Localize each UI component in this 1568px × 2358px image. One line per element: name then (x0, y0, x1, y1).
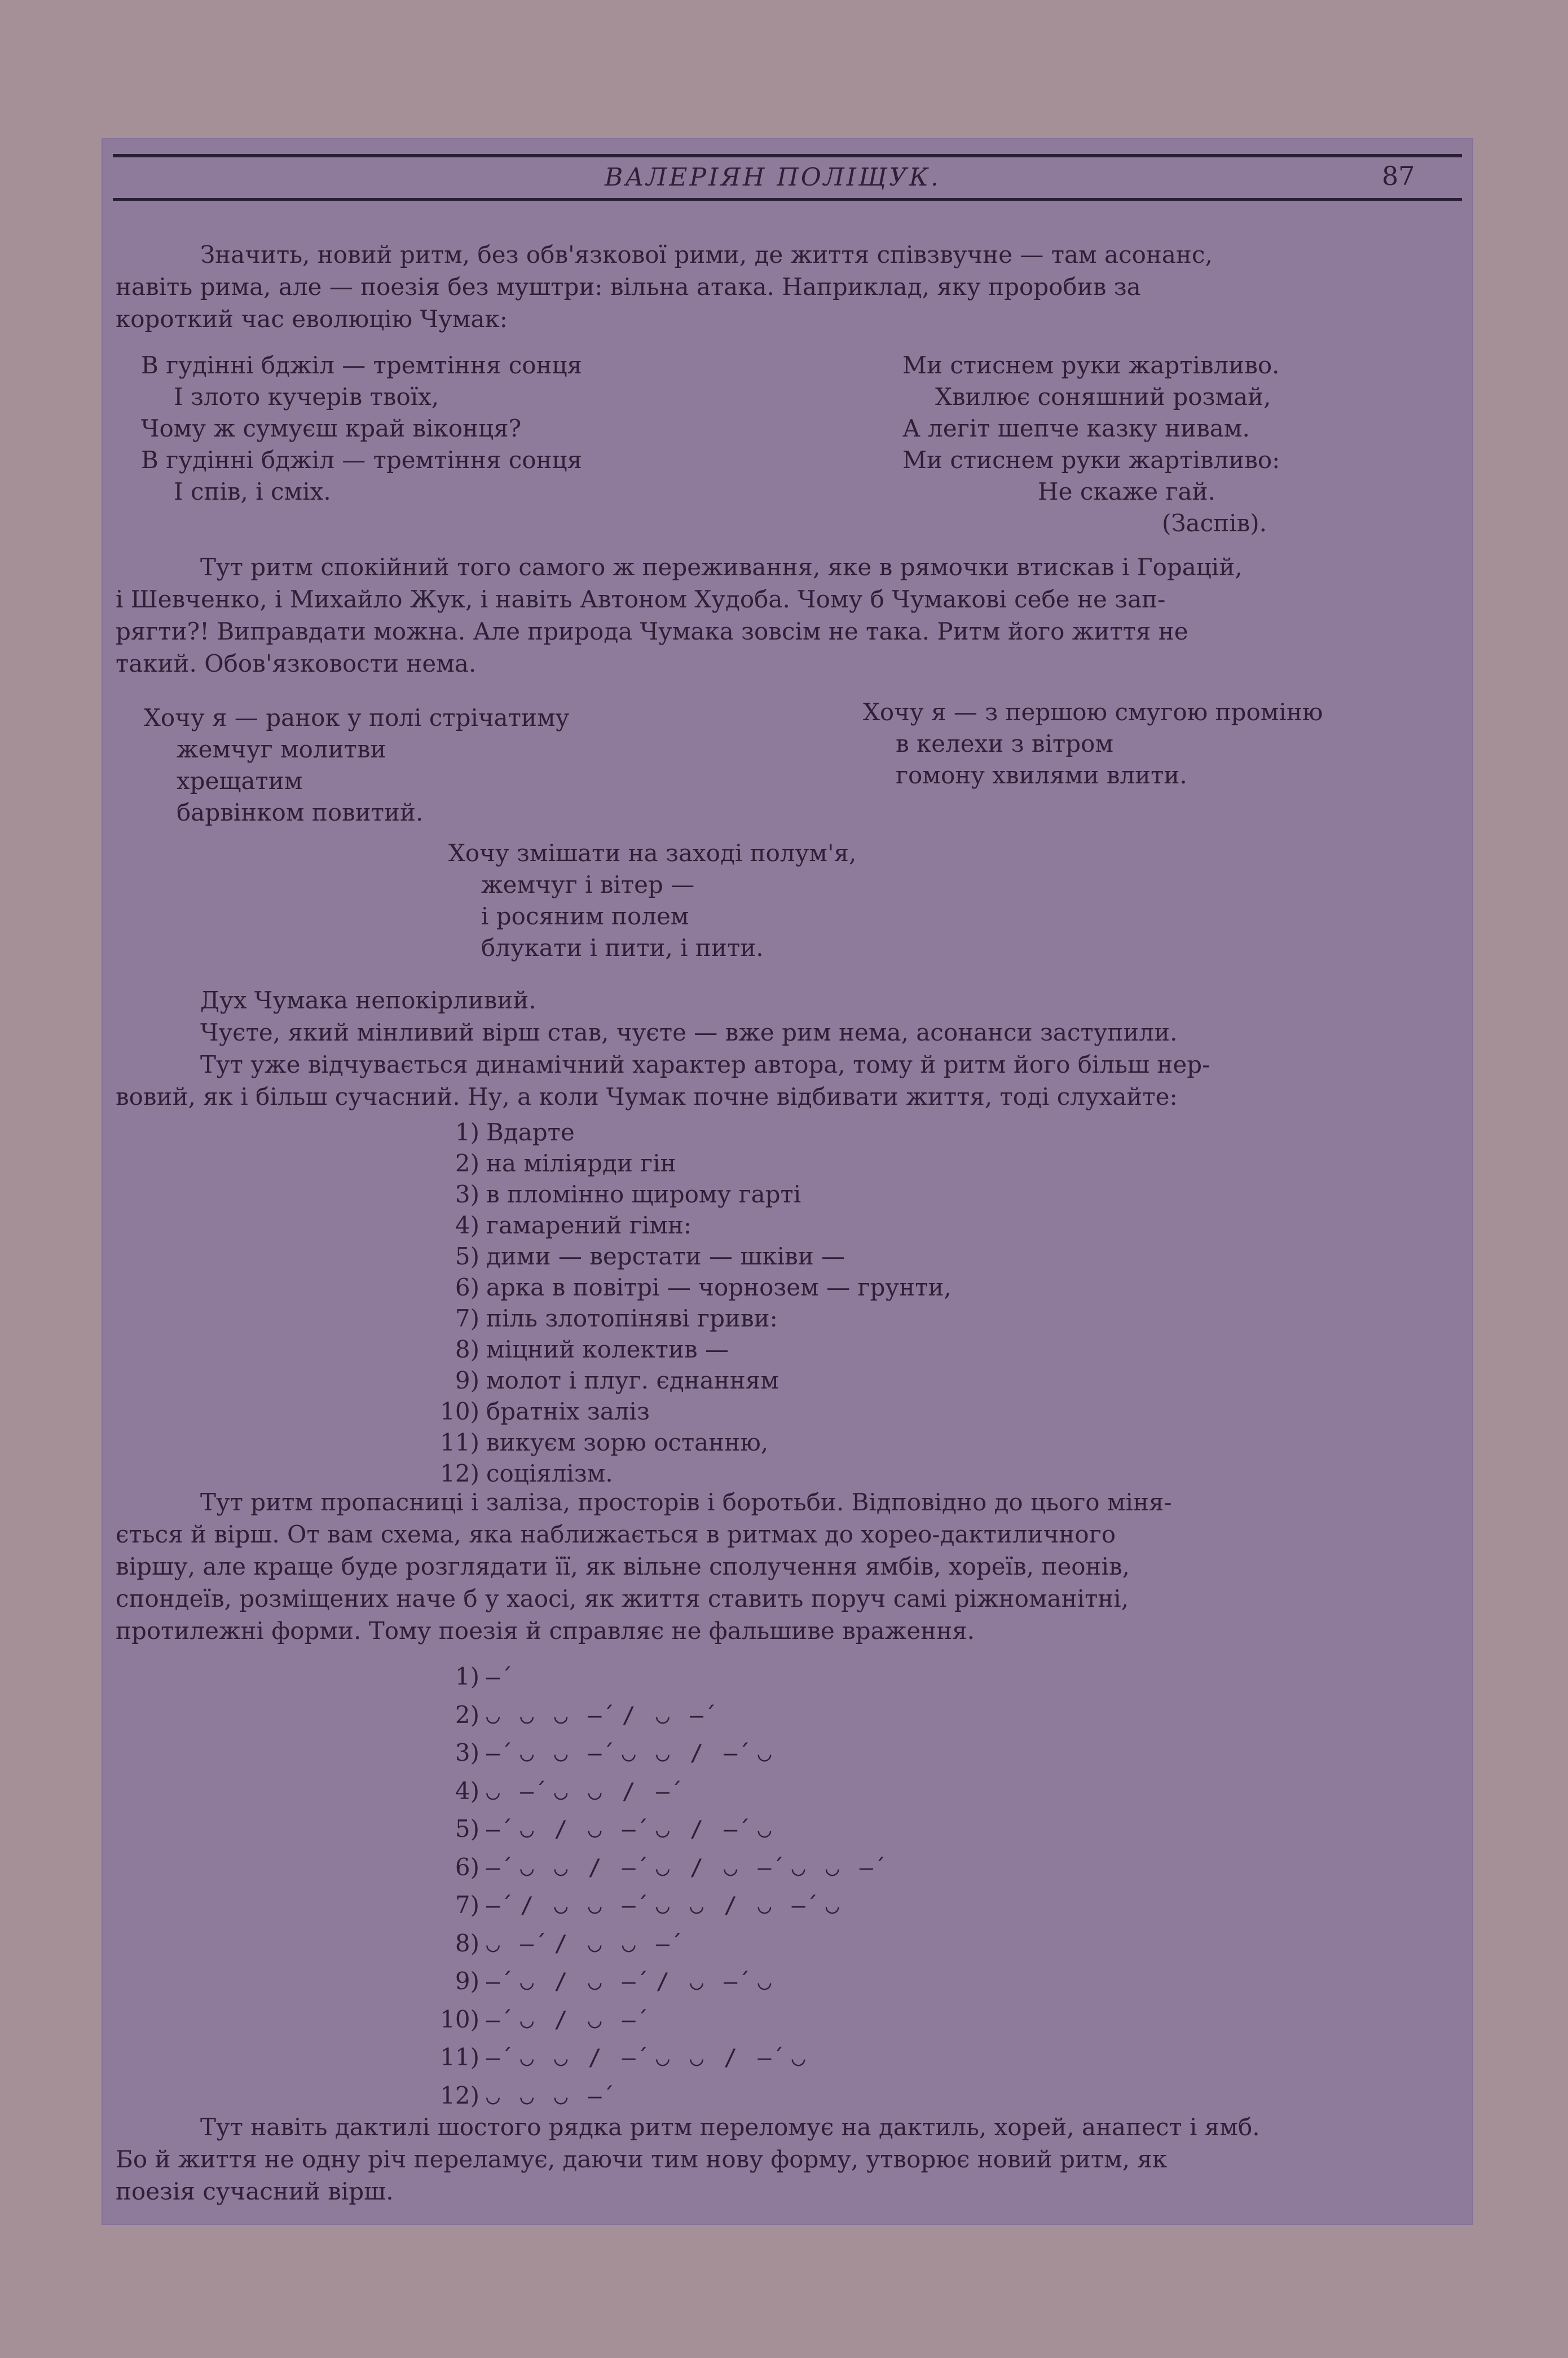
verse-line: В гудінні бджіл — тремтіння сонця (141, 351, 583, 379)
poem-3-numbered (417, 1117, 952, 1489)
meter-line: 10) –́ ◡ / ◡ –́ (440, 2005, 639, 2033)
verse-line: (Заспів). (1162, 509, 1267, 537)
meter-line: 3) –́ ◡ ◡ –́ ◡ ◡ / –́ ◡ (455, 1739, 775, 1766)
book-page (102, 138, 1473, 2225)
text-line: протилежні форми. Тому поезія й справляє не фальшиве враження. (116, 1617, 975, 1645)
poem-1-left (141, 350, 582, 508)
verse-line: жемчуг і вітер — (481, 871, 695, 898)
paragraph-rhythm (116, 551, 1461, 680)
paragraph-scheme (116, 1486, 1461, 1647)
list-item: 6) арка в повітрі — чорнозем — грунти, (455, 1273, 952, 1301)
verse-line: Хочу я — ранок у полі стрічатиму (144, 704, 570, 731)
verse-line: гомону хвилями влити. (896, 761, 1187, 789)
verse-line: Ми стиснем руки жартівливо: (902, 446, 1280, 474)
list-item: 12) соціялізм. (440, 1460, 613, 1487)
paragraph-intro (116, 239, 1461, 335)
text-line: Бо й життя не одну річ переламує, даючи тим нову форму, утворює новий ритм, як (116, 2145, 1168, 2173)
poem-2-center (448, 838, 856, 964)
list-item: 11) викуєм зорю останню, (440, 1429, 769, 1456)
meter-line: 9) –́ ◡ / ◡ –́ / ◡ –́ ◡ (455, 1967, 775, 1995)
header-rule-bottom (113, 198, 1462, 201)
meter-line: 7) –́ / ◡ ◡ –́ ◡ ◡ / ◡ –́ ◡ (455, 1891, 843, 1919)
verse-line: А легіт шепче казку нивам. (902, 415, 1250, 442)
verse-line: Хочу змішати на заході полум'я, (448, 839, 857, 867)
meter-line: 1) –́ (455, 1663, 504, 1690)
paragraph-spirit (116, 984, 1461, 1016)
verse-line: Чому ж сумуєш край віконця? (141, 415, 522, 442)
text-line: Дух Чумака непокірливий. (200, 986, 536, 1014)
list-item: 5) дими — верстати — шківи — (455, 1242, 845, 1270)
text-line: спондеїв, розміщених наче б у хаосі, як життя ставить поруч самі ріжноманітні, (116, 1585, 1129, 1612)
verse-line: І спів, і сміх. (174, 478, 331, 505)
paragraph-conclusion (116, 2111, 1461, 2207)
page-number: 87 (1382, 161, 1415, 191)
verse-line: Хвилює соняшний розмай, (935, 383, 1271, 411)
verse-line: хрещатим (177, 767, 303, 795)
meter-line: 2) ◡ ◡ ◡ –́ / ◡ –́ (455, 1700, 707, 1729)
text-line: і Шевченко, і Михайло Жук, і навіть Автоном Худоба. Чому б Чумакові себе не зап- (116, 585, 1166, 613)
text-line: Чуєте, який мінливий вірш став, чуєте — вже рим нема, асонанси заступили. (200, 1019, 1178, 1046)
text-line: вовий, як і більш сучасний. Ну, а коли Чумак почне відбивати життя, тоді слухайте: (116, 1083, 1178, 1110)
verse-line: Не скаже гай. (1038, 478, 1215, 505)
text-line: Тут ритм пропасниці і заліза, просторів і боротьби. Відповідно до цього міня- (200, 1488, 1172, 1516)
list-item: 3) в пломінно щирому гарті (455, 1180, 801, 1208)
poem-2-left (144, 702, 569, 828)
meter-scheme-list (417, 1658, 877, 2115)
list-item: 1) Вдарте (455, 1118, 575, 1146)
list-item: 2) на міліярди гін (455, 1149, 676, 1177)
text-line: такий. Обов'язковости нема. (116, 650, 477, 677)
text-line: рягти?! Виправдати можна. Але природа Чумака зовсім не така. Ритм його життя не (116, 618, 1188, 645)
header-rule-top (113, 154, 1462, 157)
meter-line: 11) –́ ◡ ◡ / –́ ◡ ◡ / –́ ◡ (440, 2043, 809, 2071)
meter-line: 8) ◡ –́ / ◡ ◡ –́ (455, 1929, 673, 1957)
poem-1-right (902, 350, 1280, 539)
verse-line: жемчуг молитви (177, 735, 386, 763)
poem-2-right (863, 697, 1323, 791)
verse-line: В гудінні бджіл — тремтіння сонця (141, 446, 583, 474)
paragraph-listen (116, 1016, 1461, 1048)
meter-line: 12) ◡ ◡ ◡ –́ (440, 2081, 605, 2109)
verse-line: і росяним полем (481, 902, 689, 930)
verse-line: І злото кучерів твоїх, (174, 383, 439, 411)
list-item: 4) гамарений гімн: (455, 1211, 692, 1239)
text-line: Тут навіть дактилі шостого рядка ритм переломує на дактиль, хорей, анапест і ямб. (200, 2113, 1260, 2141)
meter-line: 4) ◡ –́ ◡ ◡ / –́ (455, 1777, 673, 1805)
verse-line: барвінком повитий. (177, 799, 424, 826)
text-line: поезія сучасний вірш. (116, 2178, 394, 2205)
text-line: віршу, але краще буде розглядати її, як вільне сполучення ямбів, хореїв, пеонів, (116, 1553, 1130, 1580)
text-line: Тут ритм спокійний того самого ж переживання, яке в рямочки втискав і Горацій, (200, 553, 1243, 581)
list-item: 7) піль злотопіняві гриви: (455, 1304, 778, 1332)
list-item: 9) молот і плуг. єднанням (455, 1367, 779, 1394)
text-line: Значить, новий ритм, без обв'язкової рими, де життя співзвучне — там асонанс, (200, 241, 1213, 268)
meter-line: 6) –́ ◡ ◡ / –́ ◡ / ◡ –́ ◡ ◡ –́ (455, 1853, 877, 1881)
list-item: 8) міцний колектив — (455, 1336, 729, 1363)
running-title: ВАЛЕРІЯН ПОЛІЩУК. (605, 163, 941, 192)
text-line: ється й вірш. От вам схема, яка наближається в ритмах до хорео-дактиличного (116, 1520, 1116, 1548)
paragraph-dynamic (116, 1048, 1461, 1113)
verse-line: Ми стиснем руки жартівливо. (902, 351, 1280, 379)
text-line: навіть рима, але — поезія без муштри: вільна атака. Наприклад, яку проробив за (116, 273, 1141, 301)
verse-line: блукати і пити, і пити. (481, 934, 764, 962)
verse-line: в келехи з вітром (896, 730, 1114, 757)
list-item: 10) братніх заліз (440, 1398, 650, 1425)
text-line: Тут уже відчувається динамічний характер автора, тому й ритм його більш нер- (200, 1051, 1210, 1078)
meter-line: 5) –́ ◡ / ◡ –́ ◡ / –́ ◡ (455, 1815, 775, 1843)
text-line: короткий час еволюцію Чумак: (116, 305, 508, 333)
verse-line: Хочу я — з першою смугою проміню (863, 698, 1323, 726)
